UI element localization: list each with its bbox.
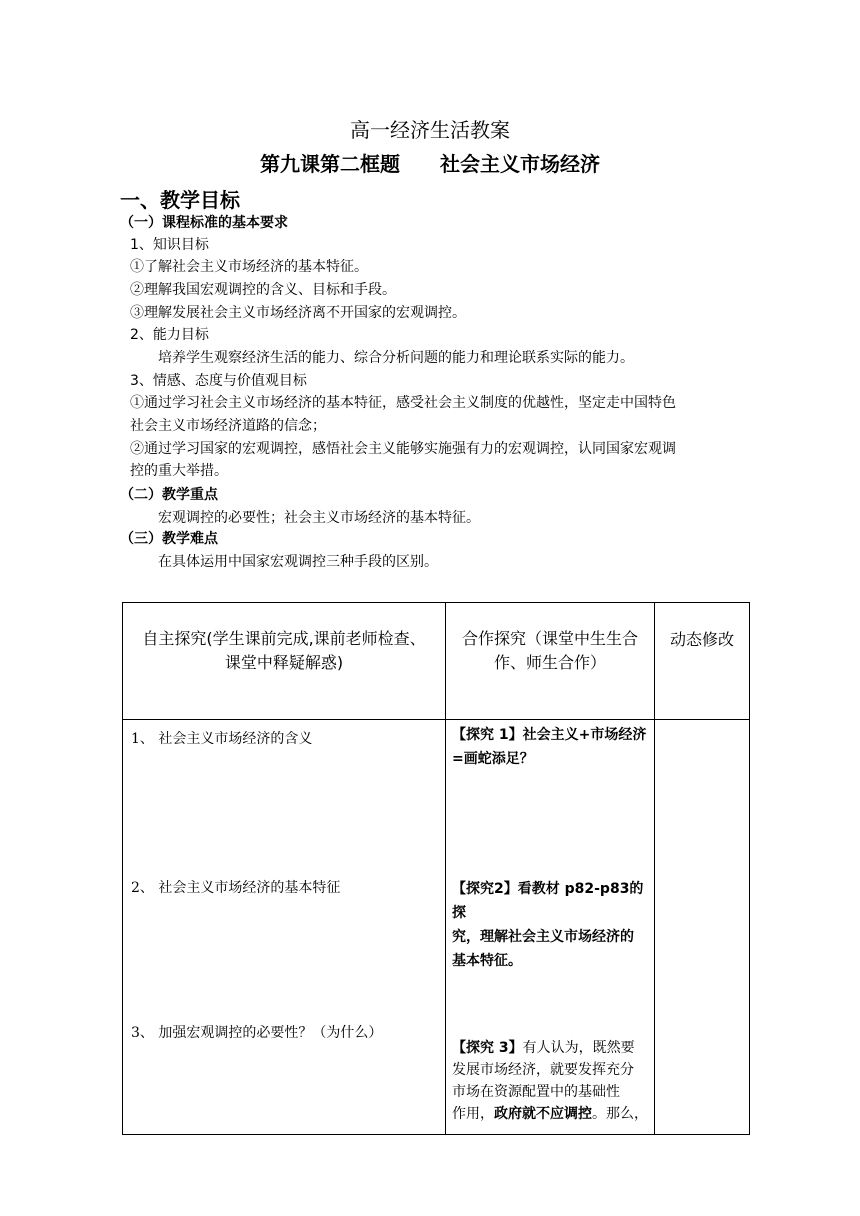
ability-text: 培养学生观察经济生活的能力、综合分析问题的能力和理论联系实际的能力。 bbox=[158, 350, 634, 366]
revision-cell bbox=[655, 720, 750, 1135]
section-heading-objectives: 一、教学目标 bbox=[120, 188, 240, 212]
header-line: 合作探究（课堂中生生合 bbox=[461, 629, 638, 648]
explore-line: 【探究 1】社会主义+市场经济 bbox=[452, 727, 647, 743]
explore-text: 。那么， bbox=[592, 1106, 648, 1122]
emotion-line: 社会主义市场经济道路的信念； bbox=[130, 418, 326, 434]
explore-line: 【探究2】看教材 p82-p83的探 bbox=[452, 881, 644, 921]
header-line: 作、师生合作） bbox=[493, 653, 606, 672]
explore-emphasis: 政府就不应调控 bbox=[494, 1106, 592, 1122]
explore-line: =画蛇添足？ bbox=[452, 751, 534, 767]
difficulty-heading: （三）教学难点 bbox=[120, 531, 218, 547]
emotion-line: ①通过学习社会主义市场经济的基本特征，感受社会主义制度的优越性，坚定走中国特色 bbox=[130, 395, 676, 411]
lesson-subtitle: 第九课第二框题 社会主义市场经济 bbox=[260, 152, 600, 176]
question-item: 1、 社会主义市场经济的含义 bbox=[131, 731, 313, 747]
col-header-cooperative bbox=[446, 603, 655, 720]
question-item: 3、 加强宏观调控的必要性？（为什么） bbox=[131, 1025, 383, 1041]
col-header-self-study bbox=[123, 603, 446, 720]
header-line: 自主探究(学生课前完成,课前老师检查、 bbox=[142, 629, 426, 648]
explore-label: 【探究 3】 bbox=[452, 1040, 523, 1056]
knowledge-heading: 1、知识目标 bbox=[130, 237, 209, 253]
lesson-table bbox=[122, 602, 750, 1135]
explore-text: 作用， bbox=[452, 1106, 494, 1122]
explore-2 bbox=[452, 877, 654, 973]
header-line: 课堂中释疑解惑) bbox=[224, 653, 344, 672]
emotion-line: ②通过学习国家的宏观调控，感悟社会主义能够实施强有力的宏观调控，认同国家宏观调 bbox=[130, 441, 676, 457]
emotion-heading: 3、情感、态度与价值观目标 bbox=[130, 373, 307, 389]
explore-1 bbox=[452, 723, 646, 771]
knowledge-item: ③理解发展社会主义市场经济离不开国家的宏观调控。 bbox=[130, 305, 466, 321]
question-item: 2、 社会主义市场经济的基本特征 bbox=[131, 880, 341, 896]
ability-heading: 2、能力目标 bbox=[130, 327, 209, 343]
page-title: 高一经济生活教案 bbox=[350, 118, 510, 142]
explore-line: 市场在资源配置中的基础性 bbox=[452, 1084, 620, 1100]
difficulty-text: 在具体运用中国家宏观调控三种手段的区别。 bbox=[158, 554, 438, 570]
focus-heading: （二）教学重点 bbox=[120, 487, 218, 503]
subheading-curriculum: （一）课程标准的基本要求 bbox=[120, 215, 288, 231]
focus-text: 宏观调控的必要性；社会主义市场经济的基本特征。 bbox=[158, 510, 480, 526]
self-study-cell bbox=[123, 720, 446, 1135]
explore-line: 基本特征。 bbox=[452, 953, 522, 969]
explore-text: 有人认为，既然要 bbox=[522, 1040, 635, 1056]
knowledge-item: ①了解社会主义市场经济的基本特征。 bbox=[130, 259, 368, 275]
explore-3 bbox=[452, 1037, 648, 1125]
emotion-line: 控的重大举措。 bbox=[130, 463, 228, 479]
explore-line: 究，理解社会主义市场经济的 bbox=[452, 929, 634, 945]
knowledge-item: ②理解我国宏观调控的含义、目标和手段。 bbox=[130, 282, 396, 298]
col-header-revision: 动态修改 bbox=[655, 603, 750, 720]
cooperative-cell bbox=[446, 720, 655, 1135]
explore-line: 发展市场经济，就要发挥充分 bbox=[452, 1062, 634, 1078]
